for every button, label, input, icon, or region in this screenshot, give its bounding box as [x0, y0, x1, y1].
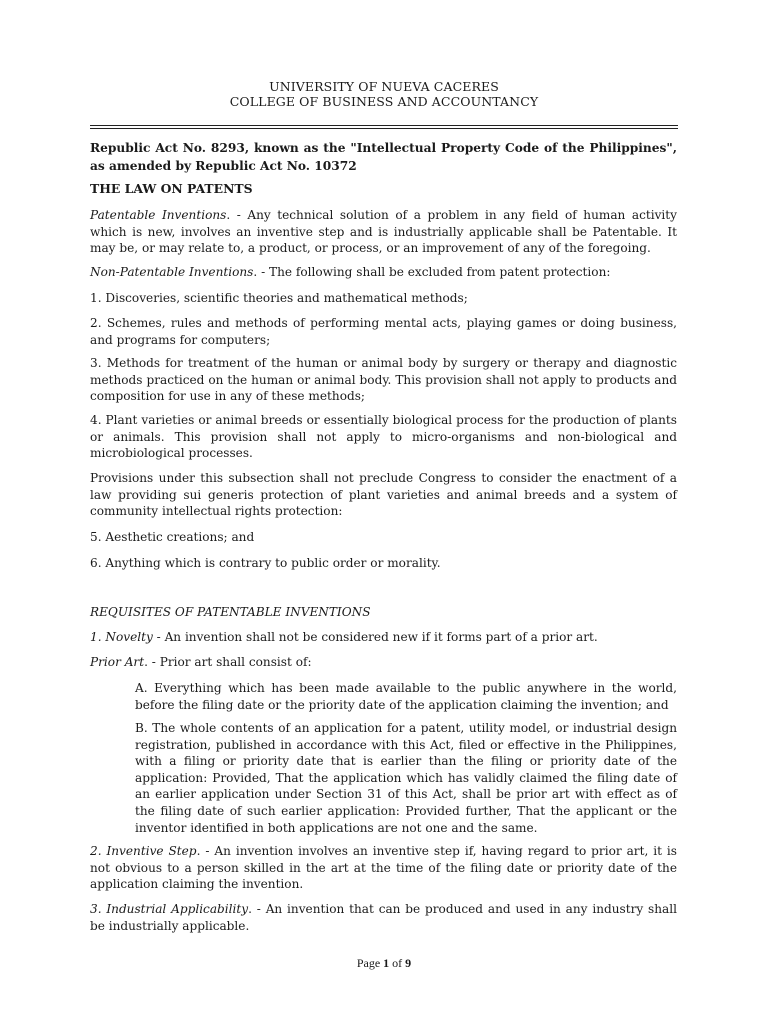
- exclusion-item-3: 3. Methods for treatment of the human or animal body by surgery or therapy and diagnostic methods practiced on the human or animal body. This provision shall not apply to products and composition for use in any of these methods;: [90, 356, 677, 404]
- non-patentable-text: . - The following shall be excluded from patent protection:: [253, 265, 611, 279]
- prior-art-item-a: A. Everything which has been made available to the public anywhere in the world, before the filing date or the priority date of the application claiming the invention; and: [135, 681, 677, 712]
- novelty-text: - An invention shall not be considered new if it forms part of a prior art.: [152, 630, 598, 644]
- patentable-inventions-paragraph: [90, 207, 677, 257]
- prior-art-text: . - Prior art shall consist of:: [144, 655, 312, 669]
- total-pages-number: 9: [405, 956, 412, 970]
- of-word: of: [392, 956, 403, 970]
- header-rule-top: [90, 125, 678, 126]
- college-name: COLLEGE OF BUSINESS AND ACCOUNTANCY: [229, 94, 539, 109]
- industrial-applicability-paragraph: [90, 901, 677, 934]
- inventive-step-paragraph: [90, 843, 677, 893]
- exclusion-item-6: 6. Anything which is contrary to public order or morality.: [90, 556, 441, 570]
- patentable-text: . - Any technical solution of a problem in any field of human activity which is new, involves an inventive step and is industrially applicable shall be Patentable. It may be, or may relate to, a product, or process, or an improvement of any of the foregoing.: [90, 208, 677, 256]
- novelty-paragraph: [90, 629, 677, 646]
- requisites-title: REQUISITES OF PATENTABLE INVENTIONS: [90, 605, 371, 619]
- prior-art-term: Prior Art: [90, 655, 145, 669]
- novelty-term: 1. Novelty: [90, 630, 153, 644]
- exclusion-item-2: 2. Schemes, rules and methods of performing mental acts, playing games or doing business, and programs for computers;: [90, 316, 677, 347]
- inventive-step-text: . - An invention involves an inventive step if, having regard to prior art, it is not obvious to a person skilled in the art at the time of the filing date or priority date of the application claiming the invention.: [90, 844, 677, 892]
- exclusion-item-4: 4. Plant varieties or animal breeds or essentially biological process for the production of plants or animals. This provision shall not apply to micro-organisms and non-biological and microbiological processes.: [90, 413, 677, 461]
- industrial-term: 3. Industrial Applicability: [90, 902, 249, 916]
- provisions-paragraph: Provisions under this subsection shall not preclude Congress to consider the enactment of a law providing sui generis protection of plant varieties and animal breeds and a system of community intellectual rights protection:: [90, 471, 677, 519]
- patentable-term: Patentable Inventions: [90, 208, 227, 222]
- document-header: [0, 79, 768, 109]
- non-patentable-paragraph: [90, 264, 677, 281]
- header-rule-bottom: [90, 128, 678, 129]
- current-page-number: 1: [383, 956, 390, 970]
- section-title: THE LAW ON PATENTS: [90, 181, 253, 196]
- page-word: Page: [356, 956, 381, 970]
- prior-art-paragraph: [90, 654, 677, 671]
- inventive-step-term: 2. Inventive Step: [90, 844, 197, 858]
- non-patentable-term: Non-Patentable Inventions: [90, 265, 254, 279]
- page-footer: [0, 956, 768, 971]
- industrial-text: . - An invention that can be produced and used in any industry shall be industrially applicable.: [90, 902, 678, 933]
- university-name: UNIVERSITY OF NUEVA CACERES: [269, 79, 499, 94]
- prior-art-item-b: B. The whole contents of an application for a patent, utility model, or industrial design registration, published in accordance with this Act, filed or effective in the Philippines, with a filing or priority date that is earlier than the filing or priority date of the application: Provided, That the application which has validly claimed the filing date of an earlier application under Section 31 of this Act, shall be prior art with effect as of the filing date of such earlier application: Provided further, That the applicant or the inventor identified in both applications are not one and the same.: [135, 721, 677, 835]
- exclusion-item-5: 5. Aesthetic creations; and: [90, 530, 255, 544]
- exclusion-item-1: 1. Discoveries, scientific theories and mathematical methods;: [90, 291, 468, 305]
- document-title: Republic Act No. 8293, known as the "Intellectual Property Code of the Philippines", as amended by Republic Act No. 10372: [90, 141, 677, 173]
